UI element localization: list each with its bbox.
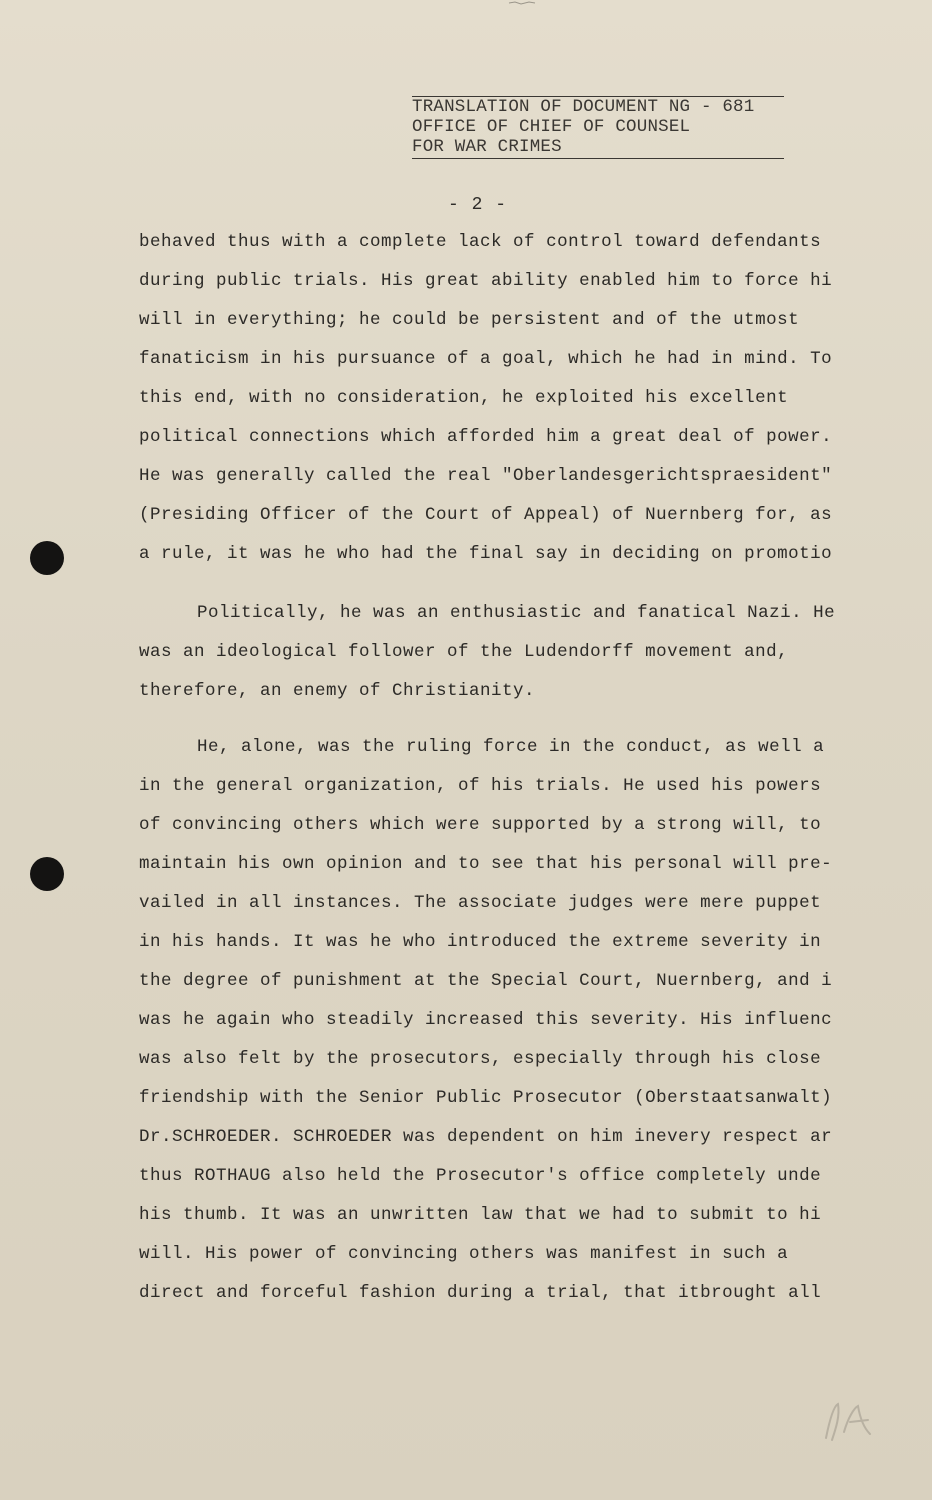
text-line: was an ideological follower of the Ludendorff movement and, [139,642,789,662]
handwritten-mark-icon [820,1398,880,1444]
text-line: therefore, an enemy of Christianity. [139,681,536,701]
top-edge-mark-icon [507,0,537,6]
text-line: political connections which afforded him a great deal of power. [139,427,833,447]
text-line: the degree of punishment at the Special Court, Nuernberg, and i [139,971,833,991]
text-line: thus ROTHAUG also held the Prosecutor's office completely unde [139,1166,822,1186]
text-line: maintain his own opinion and to see that his personal will pre- [139,854,833,874]
text-line: in the general organization, of his trials. He used his powers [139,776,822,796]
text-line: Dr.SCHROEDER. SCHROEDER was dependent on him inevery respect ar [139,1127,833,1147]
text-line: this end, with no consideration, he exploited his excellent [139,388,789,408]
header-office: OFFICE OF CHIEF OF COUNSEL [412,117,691,137]
punch-hole-icon [30,857,64,891]
punch-hole-icon [30,541,64,575]
text-line: was he again who steadily increased this severity. His influenc [139,1010,833,1030]
text-line: friendship with the Senior Public Prosecutor (Oberstaatsanwalt) [139,1088,833,1108]
text-line: a rule, it was he who had the final say in deciding on promotio [139,544,833,564]
paragraph-start: Politically, he was an enthusiastic and fanatical Nazi. He [197,603,836,623]
text-line: He was generally called the real "Oberlandesgerichtspraesident" [139,466,833,486]
text-line: during public trials. His great ability enabled him to force hi [139,271,833,291]
header-title: TRANSLATION OF DOCUMENT NG - 681 [412,96,784,117]
text-line: of convincing others which were supported by a strong will, to [139,815,822,835]
text-line: vailed in all instances. The associate judges were mere puppet [139,893,822,913]
text-line: in his hands. It was he who introduced the extreme severity in [139,932,822,952]
document-header [412,96,784,159]
header-subtitle: FOR WAR CRIMES [412,137,784,159]
text-line: fanaticism in his pursuance of a goal, which he had in mind. To [139,349,833,369]
text-line: behaved thus with a complete lack of control toward defendants [139,232,822,252]
text-line: his thumb. It was an unwritten law that we had to submit to hi [139,1205,822,1225]
text-line: will. His power of convincing others was manifest in such a [139,1244,789,1264]
text-line: was also felt by the prosecutors, especially through his close [139,1049,822,1069]
page-number: - 2 - [448,195,508,215]
text-line: direct and forceful fashion during a trial, that itbrought all [139,1283,822,1303]
text-line: (Presiding Officer of the Court of Appeal) of Nuernberg for, as [139,505,833,525]
paragraph-start: He, alone, was the ruling force in the conduct, as well a [197,737,825,757]
text-line: will in everything; he could be persistent and of the utmost [139,310,800,330]
